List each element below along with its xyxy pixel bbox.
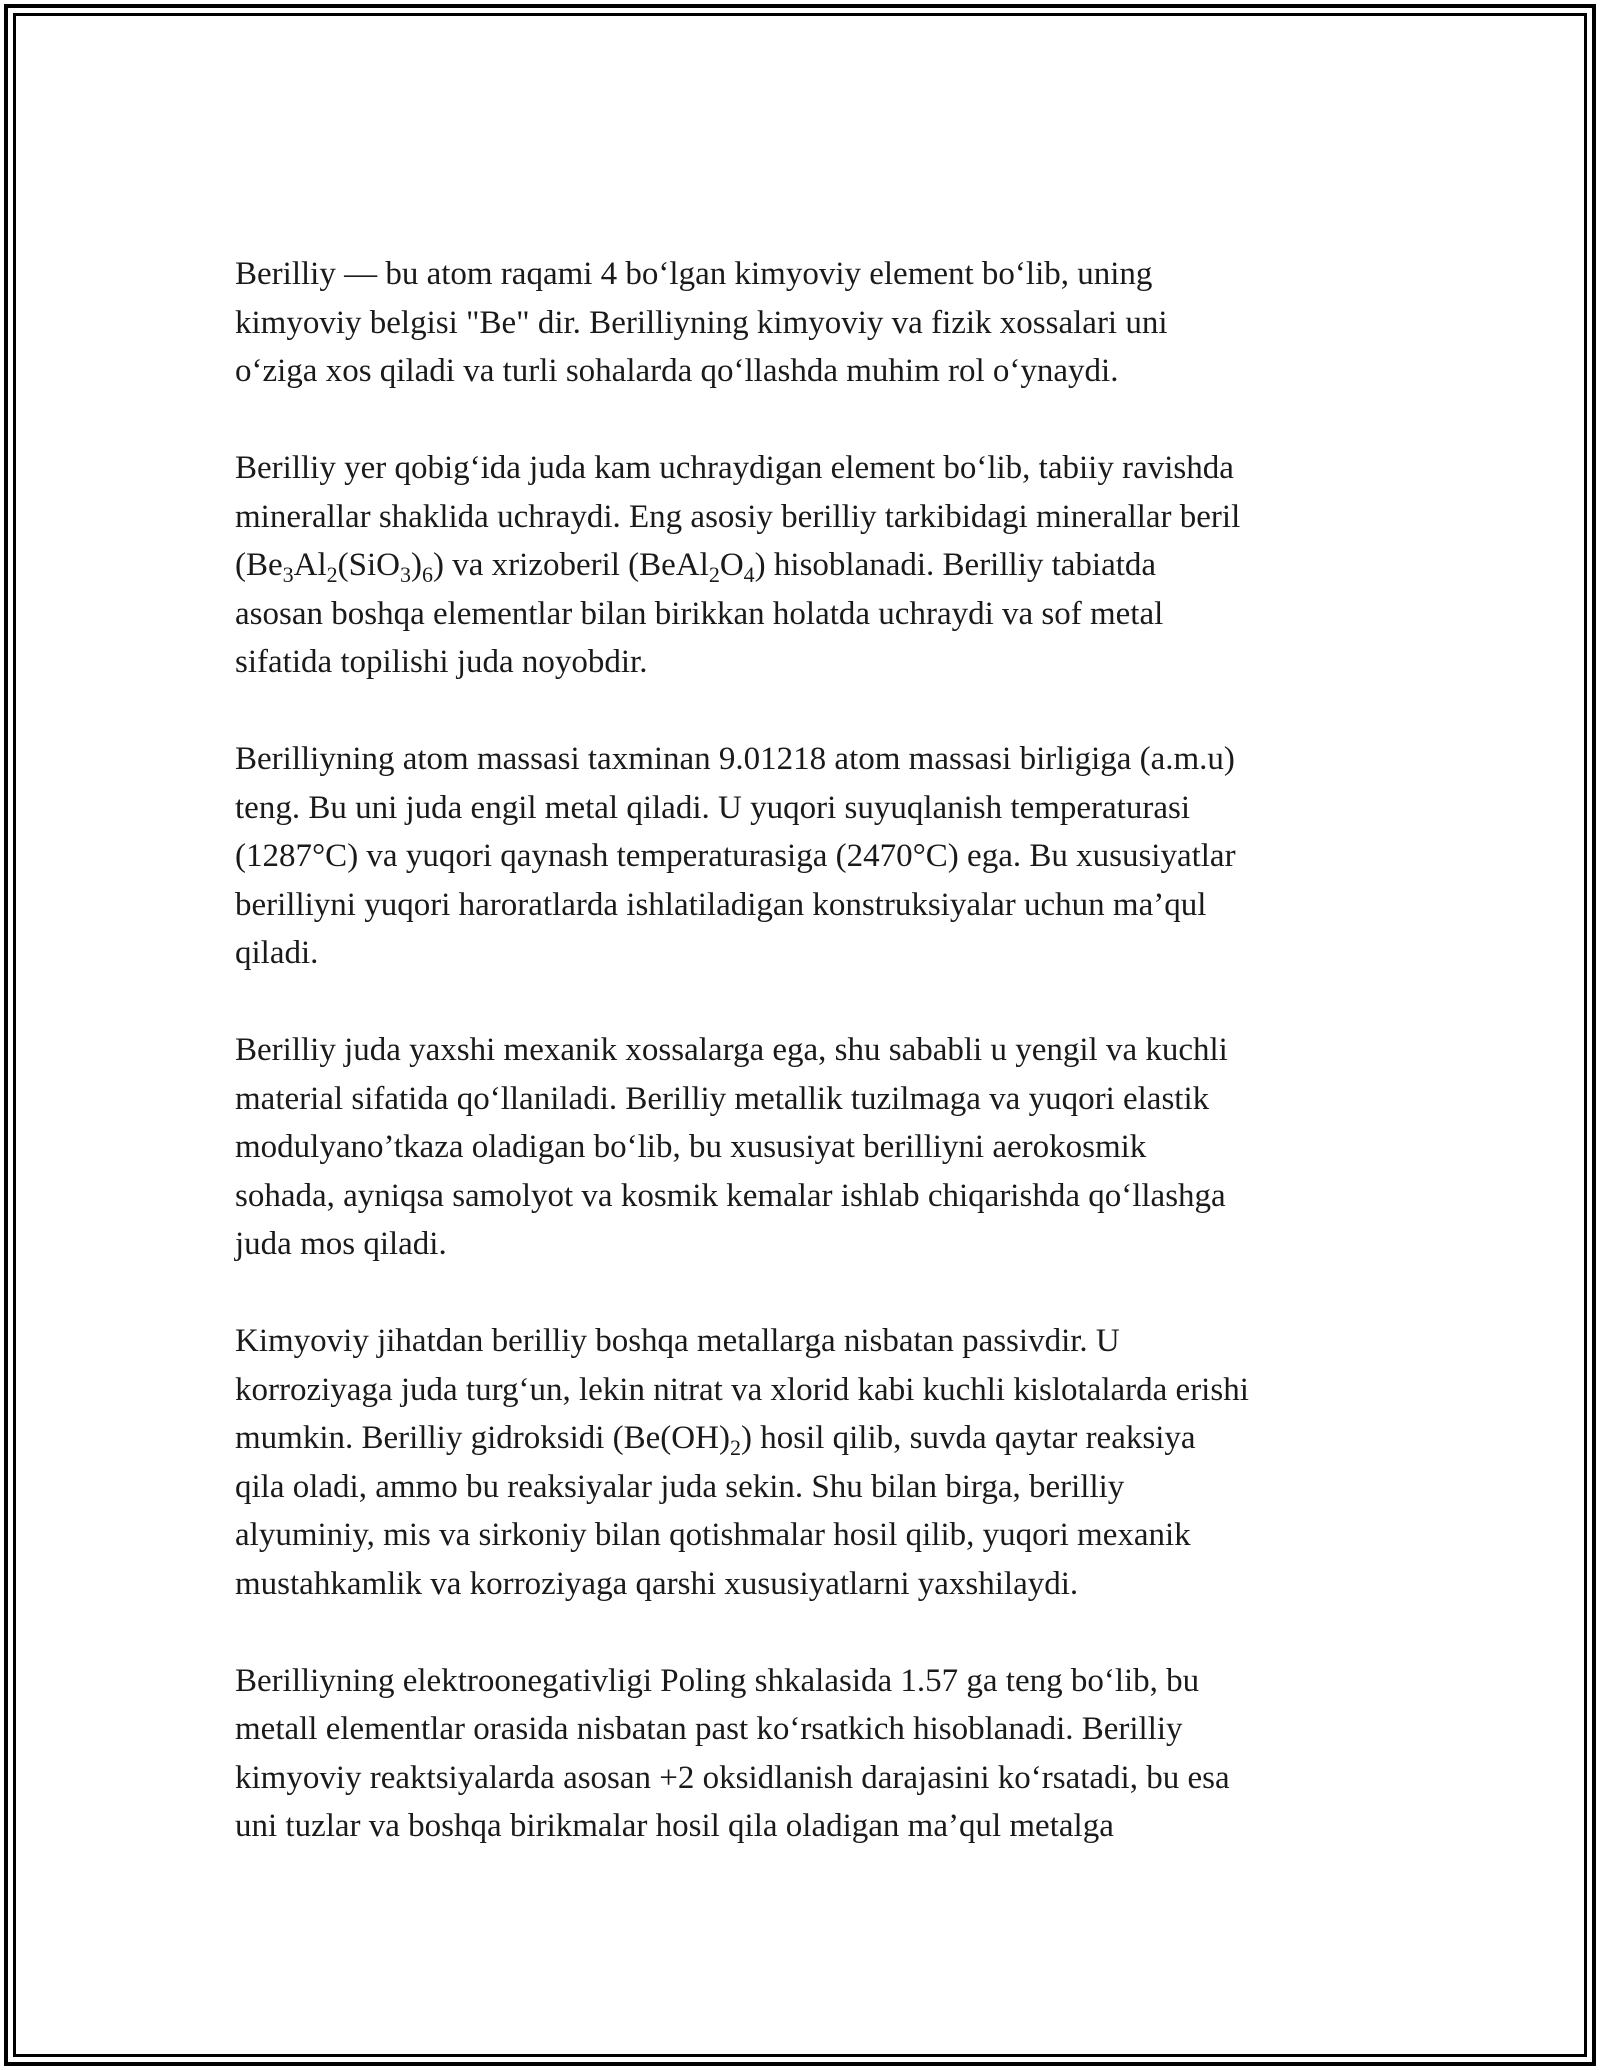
text-run: ) va xrizoberil (BeAl — [433, 547, 709, 583]
text-line — [235, 1317, 1375, 1366]
text-run: Al — [293, 547, 327, 583]
text-run: modulyano’tkaza oladigan bo‘lib, bu xususiyat berilliyni aerokosmik — [235, 1129, 1147, 1165]
text-run: o‘ziga xos qiladi va turli sohalarda qo‘llashda muhim rol o‘ynaydi. — [235, 353, 1119, 389]
text-line — [235, 1754, 1375, 1803]
text-run: sohada, ayniqsa samolyot va kosmik kemalar ishlab chiqarishda qo‘llashga — [235, 1177, 1226, 1214]
text-run: Berilliyning elektroonegativligi Poling shkalasida 1.57 ga teng bo‘lib, bu — [235, 1662, 1200, 1699]
text-run: ) hosil qilib, suvda qaytar reaksiya — [740, 1420, 1196, 1456]
text-line — [235, 1802, 1375, 1851]
text-run: Berilliy — bu atom raqami 4 bo‘lgan kimyoviy element bo‘lib, uning — [235, 256, 1153, 292]
text-run: qiladi. — [235, 935, 319, 971]
paragraph-occurrence — [235, 444, 1375, 687]
text-line — [235, 1657, 1375, 1706]
text-line — [235, 735, 1375, 784]
text-run: ) hisoblanadi. Berilliy tabiatda — [754, 547, 1157, 583]
text-run: juda mos qiladi. — [235, 1226, 447, 1262]
text-run: (SiO — [337, 547, 400, 583]
text-line — [235, 1172, 1375, 1221]
text-run: asosan boshqa elementlar bilan birikkan holatda uchraydi va sof metal — [235, 595, 1164, 632]
text-line — [235, 590, 1375, 639]
text-run: Berilliyning atom massasi taxminan 9.01218 atom massasi birligiga (a.m.u) — [235, 741, 1235, 777]
text-run: korroziyaga juda turg‘un, lekin nitrat va xlorid kabi kuchli kislotalarda erishi — [235, 1371, 1249, 1408]
document-body — [235, 250, 1375, 1899]
text-line — [235, 1414, 1375, 1463]
subscript: 6 — [422, 562, 433, 587]
text-run: mumkin. Berilliy gidroksidi (Be(OH) — [235, 1420, 730, 1456]
subscript: 2 — [729, 1435, 741, 1460]
text-run: teng. Bu uni juda engil metal qiladi. U yuqori suyuqlanish temperaturasi — [235, 789, 1190, 826]
text-run: Kimyoviy jihatdan berilliy boshqa metallarga nisbatan passivdir. U — [235, 1323, 1120, 1359]
text-line — [235, 1026, 1375, 1075]
text-line — [235, 1366, 1375, 1415]
text-line — [235, 638, 1375, 687]
text-line — [235, 784, 1375, 833]
paragraph-chemical-properties — [235, 1317, 1375, 1608]
text-run: kimyoviy belgisi "Be" dir. Berilliyning kimyoviy va fizik xossalari uni — [235, 304, 1168, 341]
text-line — [235, 1123, 1375, 1172]
text-line — [235, 347, 1375, 396]
text-run: berilliyni yuqori haroratlarda ishlatiladigan konstruksiyalar uchun ma’qul — [235, 886, 1207, 923]
text-line — [235, 541, 1375, 590]
subscript: 3 — [282, 562, 294, 587]
subscript: 2 — [326, 562, 338, 587]
text-run: uni tuzlar va boshqa birikmalar hosil qila oladigan ma’qul metalga — [235, 1808, 1114, 1844]
text-run: sifatida topilishi juda noyobdir. — [235, 644, 648, 680]
text-run: (1287°C) va yuqori qaynash temperaturasiga (2470°C) ega. Bu xususiyatlar — [235, 838, 1236, 874]
text-run: mustahkamlik va korroziyaga qarshi xususiyatlarni yaxshilaydi. — [235, 1565, 1079, 1602]
text-line — [235, 1220, 1375, 1269]
text-run: qila oladi, ammo bu reaksiyalar juda sekin. Shu bilan birga, berilliy — [235, 1468, 1125, 1505]
text-run: (Be — [235, 547, 283, 583]
text-line — [235, 493, 1375, 542]
text-run: kimyoviy reaktsiyalarda asosan +2 oksidlanish darajasini ko‘rsatadi, bu esa — [235, 1759, 1230, 1796]
paragraph-electronegativity — [235, 1657, 1375, 1851]
text-line — [235, 1511, 1375, 1560]
text-line — [235, 1075, 1375, 1124]
text-line — [235, 444, 1375, 493]
text-run: ) — [411, 547, 422, 583]
paragraph-physical-properties — [235, 735, 1375, 978]
text-line — [235, 299, 1375, 348]
text-run: minerallar shaklida uchraydi. Eng asosiy berilliy tarkibidagi minerallar beril — [235, 498, 1241, 535]
text-run: Berilliy juda yaxshi mexanik xossalarga ega, shu sababli u yengil va kuchli — [235, 1032, 1228, 1068]
text-line — [235, 1705, 1375, 1754]
paragraph-mechanical-properties — [235, 1026, 1375, 1269]
subscript: 2 — [708, 562, 720, 587]
text-run: O — [719, 547, 744, 583]
subscript: 4 — [743, 562, 755, 587]
text-run: alyuminiy, mis va sirkoniy bilan qotishmalar hosil qilib, yuqori mexanik — [235, 1517, 1191, 1553]
paragraph-intro — [235, 250, 1375, 396]
text-line — [235, 1463, 1375, 1512]
text-line — [235, 881, 1375, 930]
text-line — [235, 1560, 1375, 1609]
subscript: 3 — [400, 562, 411, 587]
text-run: material sifatida qo‘llaniladi. Berilliy metallik tuzilmaga va yuqori elastik — [235, 1080, 1210, 1117]
text-line — [235, 250, 1375, 299]
text-run: metall elementlar orasida nisbatan past ko‘rsatkich hisoblanadi. Berilliy — [235, 1711, 1183, 1747]
text-line — [235, 832, 1375, 881]
text-line — [235, 929, 1375, 978]
text-run: Berilliy yer qobig‘ida juda kam uchraydigan element bo‘lib, tabiiy ravishda — [235, 450, 1234, 486]
